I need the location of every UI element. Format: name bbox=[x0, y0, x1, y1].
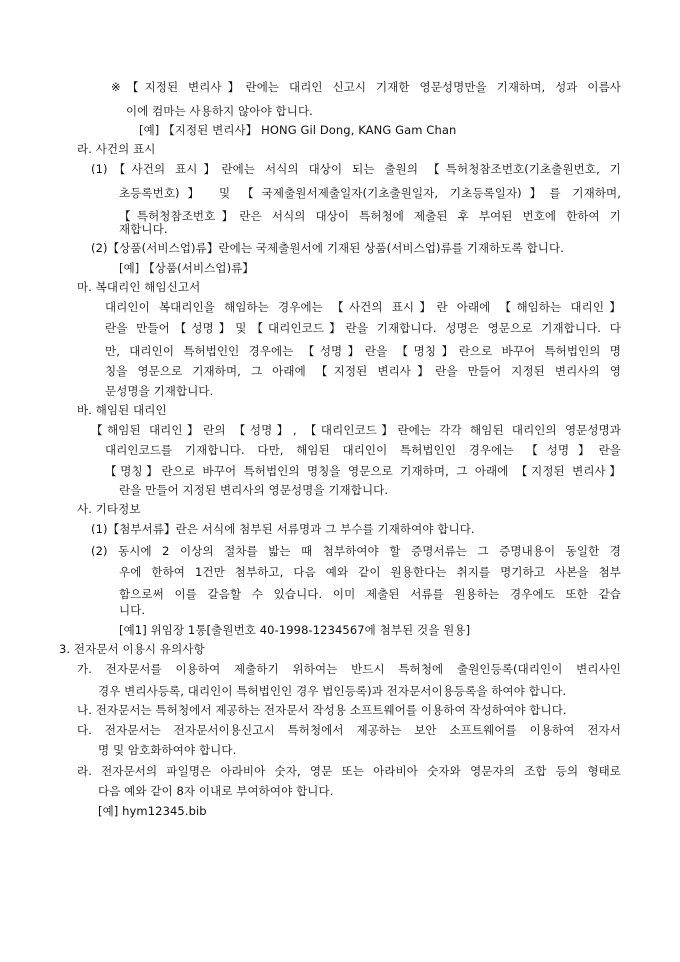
paragraph-line: 대리인코드를 기재합니다. 다만, 해임된 대리인이 특허법인인 경우에는 【성명】란을 bbox=[105, 443, 621, 457]
paragraph-line: 가. 전자문서를 이용하여 제출하기 위하여는 반드시 특허청에 출원인등록(대리인이 변리사인 bbox=[77, 662, 621, 676]
paragraph-line: 다. 전자문서는 전자문서이용신고시 특허청에서 제공하는 보안 소프트웨어를 이용하여 전자서 bbox=[77, 723, 621, 737]
paragraph-line: (1)【사건의 표시】란에는 서식의 대상이 되는 출원의 【특허청참조번호(기초출원번호, 기 bbox=[91, 162, 621, 176]
paragraph-line: 나. 전자문서는 특허청에서 제공하는 전자문서 작성용 소프트웨어를 이용하여 작성하여야 합니다. bbox=[77, 703, 567, 717]
paragraph-line: (1)【첨부서류】란은 서식에 첨부된 서류명과 그 부수를 기재하여야 합니다. bbox=[91, 522, 475, 536]
note-line: ※【지정된 변리사】란에는 대리인 신고시 기재한 영문성명만을 기재하며, 성과 이름사 bbox=[111, 80, 621, 94]
example-text: [예1] 위임장 1통[출원번호 40-1998-1234567에 첨부된 것을 원용] bbox=[119, 623, 471, 637]
paragraph-line: (2)【상품(서비스업)류】란에는 국제출원서에 기재된 상품(서비스업)류를 기재하도록 합니다. bbox=[91, 241, 564, 255]
section-heading: 마. 복대리인 해임신고서 bbox=[77, 280, 201, 294]
section-heading: 바. 해임된 대리인 bbox=[77, 403, 167, 417]
paragraph-line: 라. 전자문서의 파일명은 아라비아 숫자, 영문 또는 아라비아 숫자와 영문자의 조합 등의 형태로 bbox=[77, 764, 621, 778]
example-text: [예] hym12345.bib bbox=[98, 804, 207, 818]
paragraph-line: 란을 만들어【성명】및【대리인코드】란을 기재합니다. 성명은 영문으로 기재합니다. 다 bbox=[105, 321, 621, 335]
paragraph-line: 함으로써 이를 갈음할 수 있습니다. 이미 제출된 서류를 원용하는 경우에도 또한 같습 bbox=[119, 587, 621, 601]
paragraph-line: 니다. bbox=[119, 603, 146, 617]
paragraph-line: (2) 동시에 2 이상의 절차를 밟는 때 첨부하여야 할 증명서류는 그 증명내용이 동일한 경 bbox=[91, 544, 621, 558]
paragraph-line: 경우 변리사등록, 대리인이 특허법인인 경우 법인등록)과 전자문서이용등록을 하여야 합니다. bbox=[98, 684, 567, 698]
paragraph-line: 초등록번호)】 및 【국제출원서제출일자(기초출원일자, 기초등록일자)】를 기재하며, bbox=[119, 186, 621, 200]
section-heading: 사. 기타정보 bbox=[77, 502, 141, 516]
paragraph-line: 란을 만들어 지정된 변리사의 영문성명을 기재합니다. bbox=[119, 483, 389, 497]
paragraph-line: 칭을 영문으로 기재하며, 그 아래에 【지정된 변리사】란을 만들어 지정된 변리사의 영 bbox=[105, 364, 621, 378]
paragraph-line: 【해임된 대리인】란의 【성명】, 【대리인코드】란에는 각각 해임된 대리인의 영문성명과 bbox=[91, 423, 621, 437]
paragraph-line: 재합니다. bbox=[119, 222, 168, 236]
paragraph-line: 우에 한하여 1건만 첨부하고, 다음 예와 같이 원용한다는 취지를 명기하고 사본을 첨부 bbox=[119, 565, 621, 579]
paragraph-line: 【명칭】란으로 바꾸어 특허법인의 명칭을 영문으로 기재하며, 그 아래에 【지정된 변리사】 bbox=[105, 464, 621, 478]
section-heading: 라. 사건의 표시 bbox=[77, 142, 156, 156]
paragraph-line: 만, 대리인이 특허법인인 경우에는 【성명】란을 【명칭】란으로 바꾸어 특허법인의 명 bbox=[105, 344, 621, 358]
paragraph-line: 다음 예와 같이 8자 이내로 부여하여야 합니다. bbox=[98, 784, 334, 798]
note-line: 이에 컴마는 사용하지 않아야 합니다. bbox=[126, 104, 313, 118]
paragraph-line: 명 및 암호화하여야 합니다. bbox=[98, 743, 237, 757]
paragraph-line: 대리인이 복대리인을 해임하는 경우에는 【사건의 표시】란 아래에 【해임하는 대리인】 bbox=[105, 300, 621, 314]
paragraph-line: 문성명을 기재합니다. bbox=[105, 384, 214, 398]
example-text: [예] 【지정된 변리사】 HONG Gil Dong, KANG Gam Chan bbox=[139, 123, 457, 137]
example-text: [예] 【상품(서비스업)류】 bbox=[119, 261, 254, 275]
paragraph-line: 【특허청참조번호】란은 서식의 대상이 특허청에 제출된 후 부여된 번호에 한하여 기 bbox=[119, 209, 621, 223]
section-heading: 3. 전자문서 이용시 유의사항 bbox=[59, 642, 205, 656]
